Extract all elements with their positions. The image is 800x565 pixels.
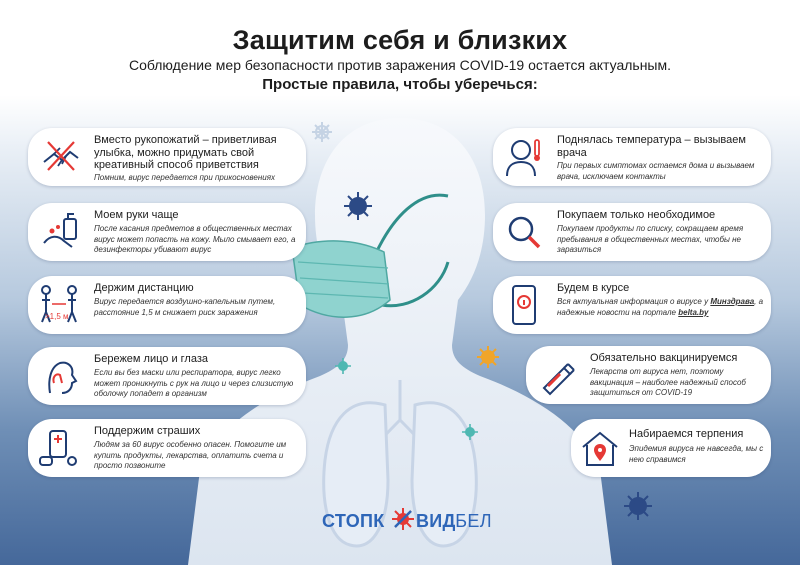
rule-text: Помним, вирус передается при прикосновениях [94,173,275,182]
logo-text-part3: .БЕЛ [450,511,492,531]
handwash-icon [38,209,84,255]
rule-card-vaccine [526,346,771,404]
minzdrav-link[interactable]: Минздрава [710,297,755,306]
magnifier-icon [501,209,547,255]
rule-text: Лекарств от вируса нет, поэтому вакцинация – наиболее надежный способ защититься от COVID-19 [590,367,746,397]
rule-text: При первых симптомах остаемся дома и вызываем врача, исключаем контакты [557,161,755,181]
distance-icon [36,282,82,328]
rule-card-elderly [28,419,306,477]
thermometer-doctor-icon [501,134,547,180]
rule-card-face [28,347,306,405]
rule-card-informed [493,276,771,334]
logo-text-part2: ВИД [416,511,456,531]
rule-card-patience [571,419,771,477]
logo-text-part1: СТОПК [322,511,385,531]
rule-title: Обязательно вакцинируемся [590,352,738,364]
rule-title: Вместо рукопожатий – приветливая улыбка, можно придумать свой креативный способ приветствия [94,134,277,171]
virus-icon [391,507,415,531]
rule-text-b: , а надежные новости на портале [557,297,764,317]
rule-text: Людям за 60 вирус особенно опасен. Помогите им купить продукты, лекарства, оплатить счета и просто позвоните [94,440,287,470]
rule-card-shopping [493,203,771,261]
rule-text: Если вы без маски или респиратора, вирус легко может проникнуть с рук на лицо и через слизистую оболочку попадет в организм [94,368,294,398]
rule-title: Набираемся терпения [629,428,744,440]
rule-title: Моем руки чаще [94,209,179,221]
rule-card-doctor [493,128,771,186]
stopkovid-logo [322,505,492,533]
house-location-icon [577,425,623,471]
rule-title: Покупаем только необходимое [557,209,716,221]
page-subtitle: Соблюдение мер безопасности против заражения COVID-19 остается актуальным. [128,57,672,73]
rule-title: Держим дистанцию [94,282,194,294]
rule-card-handwash [28,203,306,261]
rule-card-distance [28,276,306,334]
distance-label: >1,5 м [45,312,69,321]
handshake-icon [38,134,84,180]
rule-text: Покупаем продукты по списку, сокращаем время пребывания в общественных местах, чтобы не заразиться [557,224,744,254]
page-tagline: Простые правила, чтобы уберечься: [262,76,538,93]
rule-title: Поднялась температура – вызываем врача [557,134,746,159]
belta-link[interactable]: belta.by [678,307,709,317]
rule-text: Эпидемия вируса не навсегда, мы с нею справимся [629,444,764,464]
face-touch-icon [38,353,84,399]
vaccine-icon [534,352,580,398]
rule-title: Поддержим страших [94,425,201,437]
page-title: Защитим себя и близких [232,25,568,55]
rule-text-a: Вся актуальная информация о вирусе у [557,297,709,306]
phone-info-icon [501,282,547,328]
rule-title: Бережем лицо и глаза [94,353,209,365]
rule-text: Вирус передается воздушно-капельным путем, расстояние 1,5 м снижает риск заражения [94,297,276,317]
rule-title: Будем в курсе [557,282,630,294]
rule-card-greeting [28,128,306,186]
elderly-help-icon [36,425,82,471]
rule-text [557,297,765,318]
rule-text: После касания предметов в общественных местах вирус может попасть на кожу. Мыло смывает его, а дезинфекторы убивают вирус [94,224,296,254]
